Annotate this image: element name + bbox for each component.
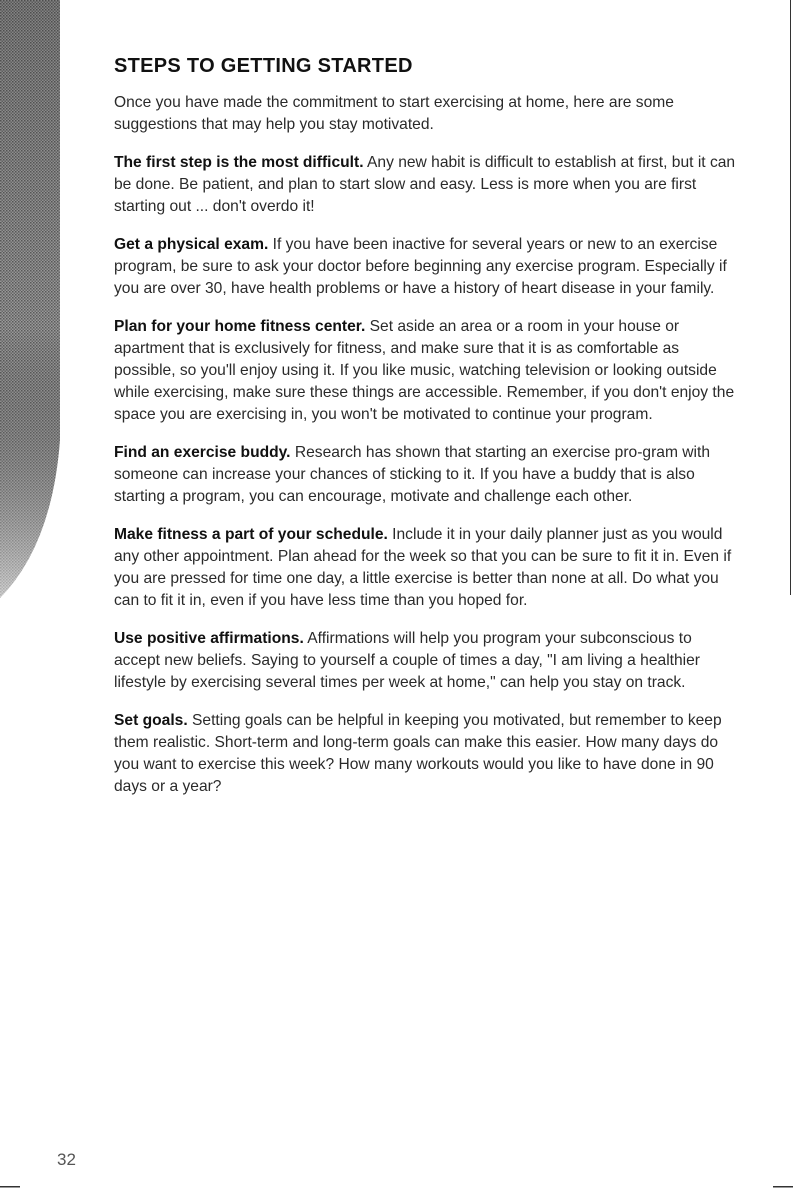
- right-edge-rule: [790, 0, 791, 595]
- tip-body: Research has shown that starting an exercise pro-gram with someone can increase your chances of sticking to it. If you have a buddy that is also starting a program, you can encourage, motivate and challenge each other.: [114, 444, 710, 505]
- tip-affirmations: [114, 628, 736, 694]
- intro-paragraph: [114, 92, 736, 136]
- tip-set-goals: [114, 710, 736, 798]
- tip-body: Setting goals can be helpful in keeping you motivated, but remember to keep them realistic. Short-term and long-term goals can make this easier. How many days do you want to exercise this week? How many workouts would you like to have done in 90 days or a year?: [114, 712, 722, 795]
- side-tab: [0, 0, 60, 600]
- tip-body: Affirmations will help you program your subconscious to accept new beliefs. Saying to yourself a couple of times a day, "I am living a healthier lifestyle by exercising several times per week at home," can help you stay on track.: [114, 630, 700, 691]
- tip-lead: Set goals.: [114, 712, 188, 729]
- tip-body: If you have been inactive for several years or new to an exercise program, be sure to ask your doctor before beginning any exercise program. Especially if you are over 30, have health problems or have a history of heart disease in your family.: [114, 236, 727, 297]
- tip-lead: The first step is the most difficult.: [114, 154, 364, 171]
- paragraph-body: Once you have made the commitment to start exercising at home, here are some suggestions that may help you stay motivated.: [114, 94, 674, 133]
- tip-lead: Make fitness a part of your schedule.: [114, 526, 388, 543]
- tip-body: Any new habit is difficult to establish at first, but it can be done. Be patient, and plan to start slow and easy. Less is more when you are first starting out ... don't overdo it!: [114, 154, 736, 215]
- page-number: 32: [57, 1150, 76, 1169]
- tip-first-step: [114, 152, 736, 218]
- side-tab-background: [0, 0, 60, 600]
- tip-body: Set aside an area or a room in your house or apartment that is exclusively for fitness, and make sure that it is as comfortable as possible, so you'll enjoy using it. If you like music, watching television or looking outside while exercising, make sure these things are accessible. Remember, if you don't enjoy the space you are exercising in, you won't be motivated to continue your program.: [114, 318, 735, 423]
- tip-lead: Use positive affirmations.: [114, 630, 304, 647]
- page-content: [114, 55, 736, 814]
- tip-physical-exam: [114, 234, 736, 300]
- page-title: STEPS TO GETTING STARTED: [114, 55, 413, 77]
- tip-home-fitness-center: [114, 316, 736, 426]
- tip-schedule: [114, 524, 736, 612]
- tip-body: Include it in your daily planner just as you would any other appointment. Plan ahead for the week so that you can be sure to fit it in. Even if you are pressed for time one day, a little exercise is better than none at all. Do what you can to fit it in, even if you have less time than you hoped for.: [114, 526, 732, 609]
- tip-exercise-buddy: [114, 442, 736, 508]
- tip-lead: Get a physical exam.: [114, 236, 269, 253]
- tip-lead: Plan for your home fitness center.: [114, 318, 366, 335]
- tip-lead: Find an exercise buddy.: [114, 444, 291, 461]
